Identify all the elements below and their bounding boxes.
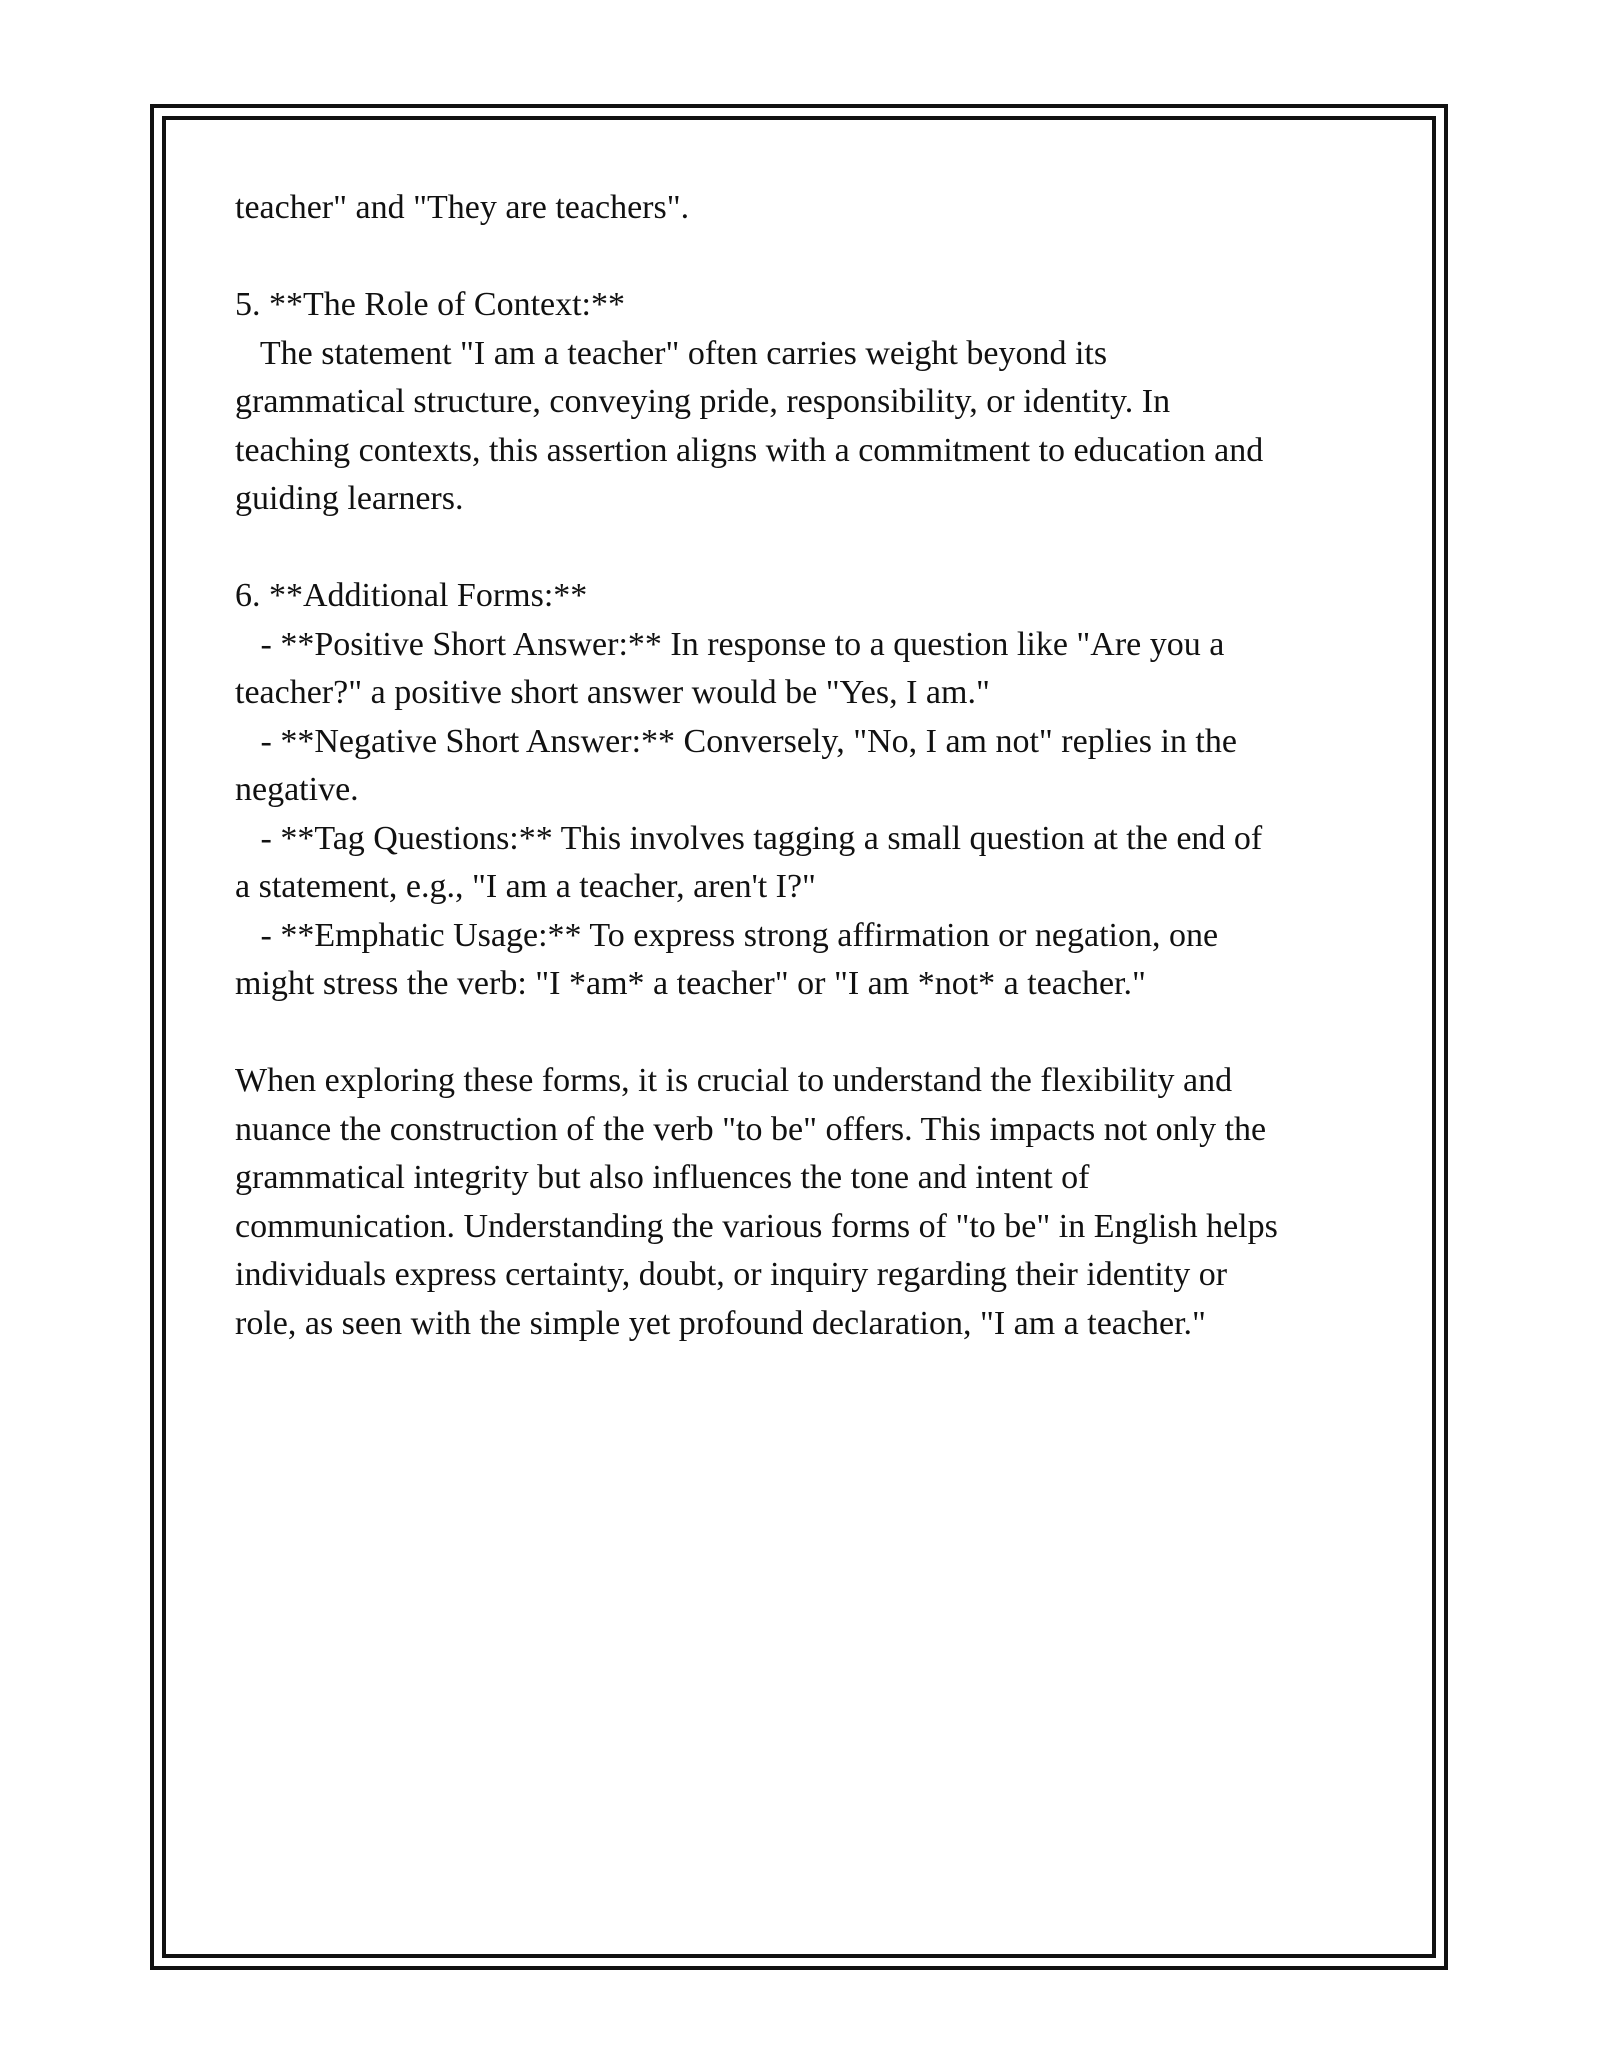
paragraph-gap <box>235 1009 1375 1058</box>
text-line: teacher" and "They are teachers". <box>235 189 690 226</box>
text-line: teacher?" a positive short answer would be "Yes, I am." <box>235 674 990 711</box>
text-line: When exploring these forms, it is crucial to understand the flexibility and <box>235 1062 1233 1099</box>
paragraph-gap <box>235 233 1375 282</box>
text-line: might stress the verb: "I *am* a teacher" or "I am *not* a teacher." <box>235 965 1146 1002</box>
text-line: negative. <box>235 771 359 808</box>
text-line: communication. Understanding the various forms of "to be" in English helps <box>235 1207 1278 1245</box>
section-additional-forms <box>235 572 1375 1009</box>
list-item-positive-short-answer: - **Positive Short Answer:** In response to a question like "Are you a <box>235 625 1225 663</box>
section-heading: 6. **Additional Forms:** <box>235 577 588 614</box>
list-item-emphatic-usage: - **Emphatic Usage:** To express strong affirmation or negation, one <box>235 916 1219 954</box>
text-line: The statement "I am a teacher" often carries weight beyond its <box>235 334 1108 372</box>
text-line: guiding learners. <box>235 480 464 517</box>
text-line: grammatical structure, conveying pride, responsibility, or identity. In <box>235 383 1171 420</box>
text-line: nuance the construction of the verb "to be" offers. This impacts not only the <box>235 1110 1267 1148</box>
text-line: role, as seen with the simple yet profound declaration, "I am a teacher." <box>235 1304 1206 1342</box>
paragraph-gap <box>235 524 1375 573</box>
section-heading: 5. **The Role of Context:** <box>235 286 626 323</box>
section-role-of-context <box>235 281 1375 524</box>
text-line: a statement, e.g., "I am a teacher, aren't I?" <box>235 868 816 905</box>
paragraph-conclusion <box>235 1057 1375 1348</box>
text-line: individuals express certainty, doubt, or inquiry regarding their identity or <box>235 1256 1228 1293</box>
list-item-tag-questions: - **Tag Questions:** This involves tagging a small question at the end of <box>235 819 1263 857</box>
document-body <box>235 184 1375 1348</box>
list-item-negative-short-answer: - **Negative Short Answer:** Conversely, "No, I am not" replies in the <box>235 722 1237 760</box>
text-line: teaching contexts, this assertion aligns with a commitment to education and <box>235 431 1264 469</box>
text-line: grammatical integrity but also influences the tone and intent of <box>235 1159 1090 1196</box>
paragraph-continuation <box>235 184 1375 233</box>
